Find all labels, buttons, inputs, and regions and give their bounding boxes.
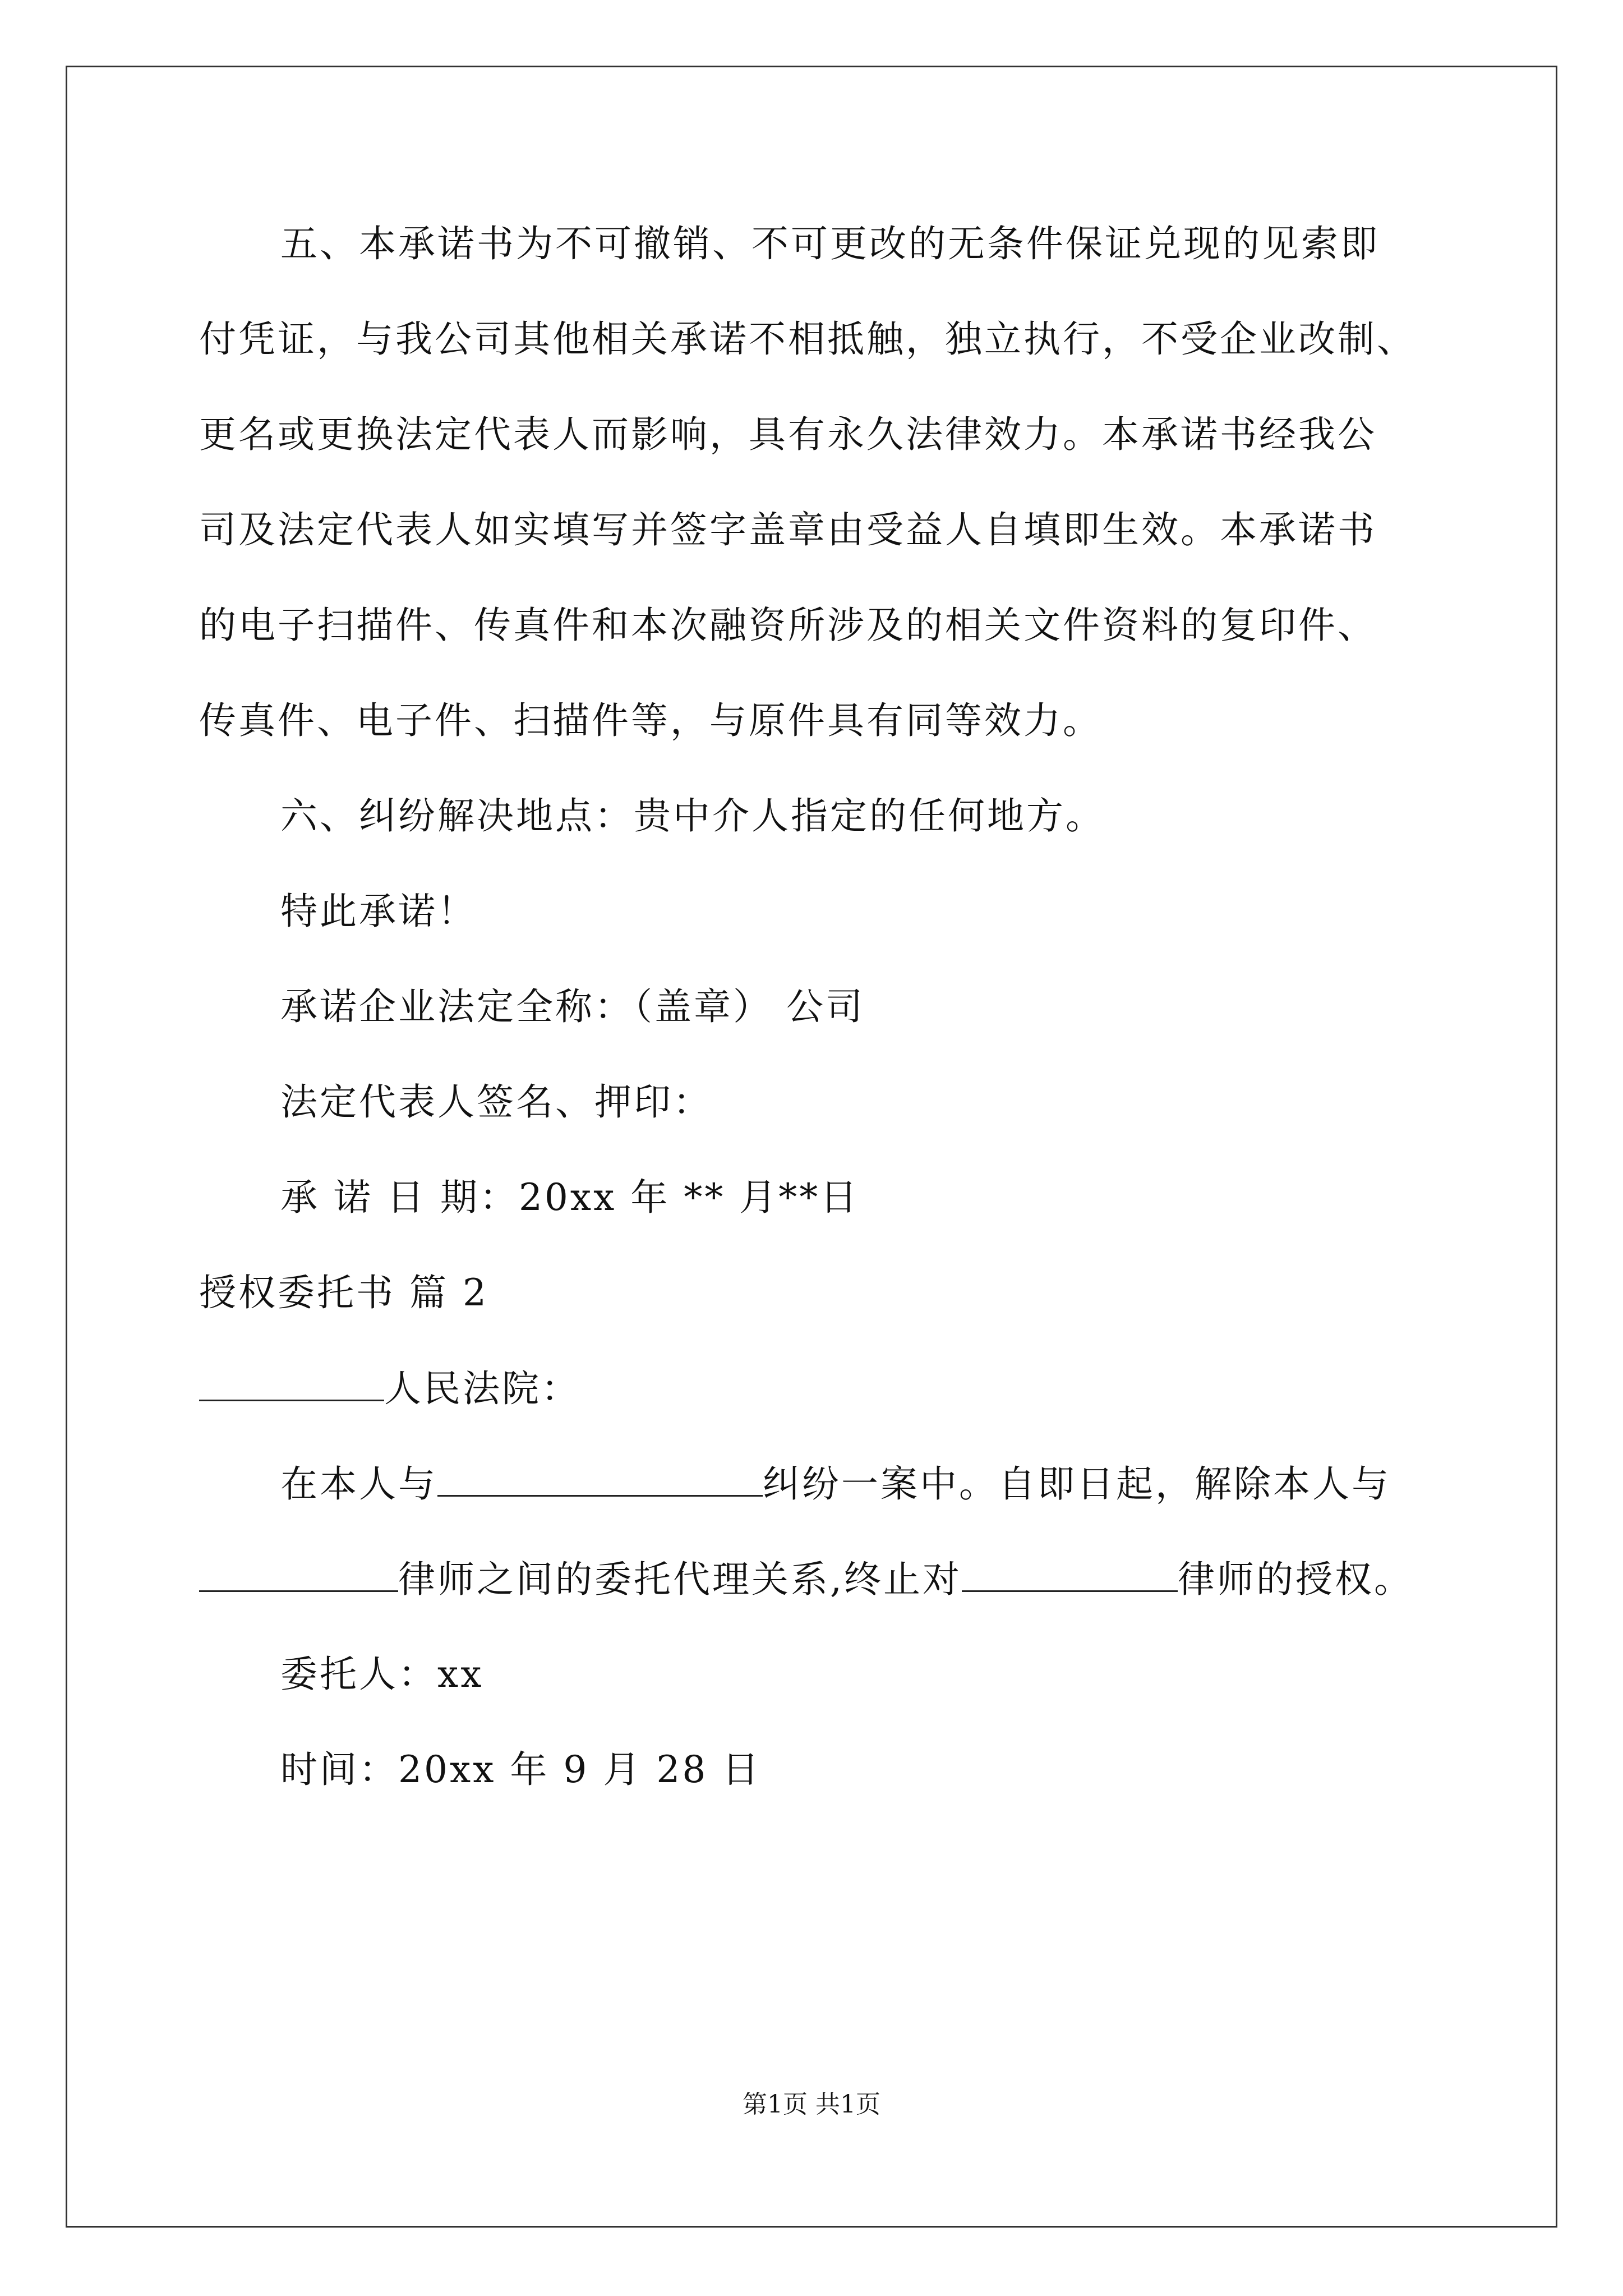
lawyer-name-blank-1 [199,1557,398,1592]
company-name-line: 承诺企业法定全称：（盖章） 公司 [280,985,865,1028]
body-line-1-prefix: 在本人与 [280,1462,437,1506]
principal-line: 委托人：xx [280,1653,484,1696]
legal-representative-line: 法定代表人签名、押印： [280,1080,712,1124]
dispute-party-blank [437,1461,763,1497]
lawyer-name-blank-2 [962,1557,1178,1592]
body-line-2-mid: 律师之间的委托代理关系,终止对 [398,1558,962,1601]
body-line-2-suffix: 律师的授权。 [1177,1558,1413,1601]
court-address-line [199,1366,580,1411]
page-footer: 第1页 共1页 [743,2090,880,2119]
paragraph-5-line-5: 的电子扫描件、传真件和本次融资所涉及的相关文件资料的复印件、 [199,604,1377,647]
time-line: 时间：20xx 年 9 月 28 日 [280,1748,762,1791]
court-suffix: 人民法院： [384,1367,580,1410]
paragraph-5-line-4: 司及法定代表人如实填写并签字盖章由受益人自填即生效。本承诺书 [199,508,1377,551]
paragraph-6: 六、纠纷解决地点：贵中介人指定的任何地方。 [280,794,1105,838]
section-2-title: 授权委托书 篇 2 [199,1271,488,1314]
court-name-blank [199,1366,384,1401]
paragraph-5-line-6: 传真件、电子件、扫描件等，与原件具有同等效力。 [199,699,1102,742]
paragraph-5-line-1: 五、本承诺书为不可撤销、不可更改的无条件保证兑现的见索即 [280,222,1380,265]
closing-statement: 特此承诺！ [280,890,477,933]
paragraph-5-line-2: 付凭证，与我公司其他相关承诺不相抵触，独立执行，不受企业改制、 [199,318,1416,361]
paragraph-5-line-3: 更名或更换法定代表人而影响，具有永久法律效力。本承诺书经我公 [199,413,1377,456]
page-border [66,66,1557,2228]
commitment-date-line: 承 诺 日 期：20xx 年 ** 月**日 [280,1176,860,1219]
body-line-1 [280,1461,1391,1507]
body-line-1-suffix: 纠纷一案中。自即日起，解除本人与 [763,1462,1391,1506]
body-line-2 [199,1557,1413,1602]
